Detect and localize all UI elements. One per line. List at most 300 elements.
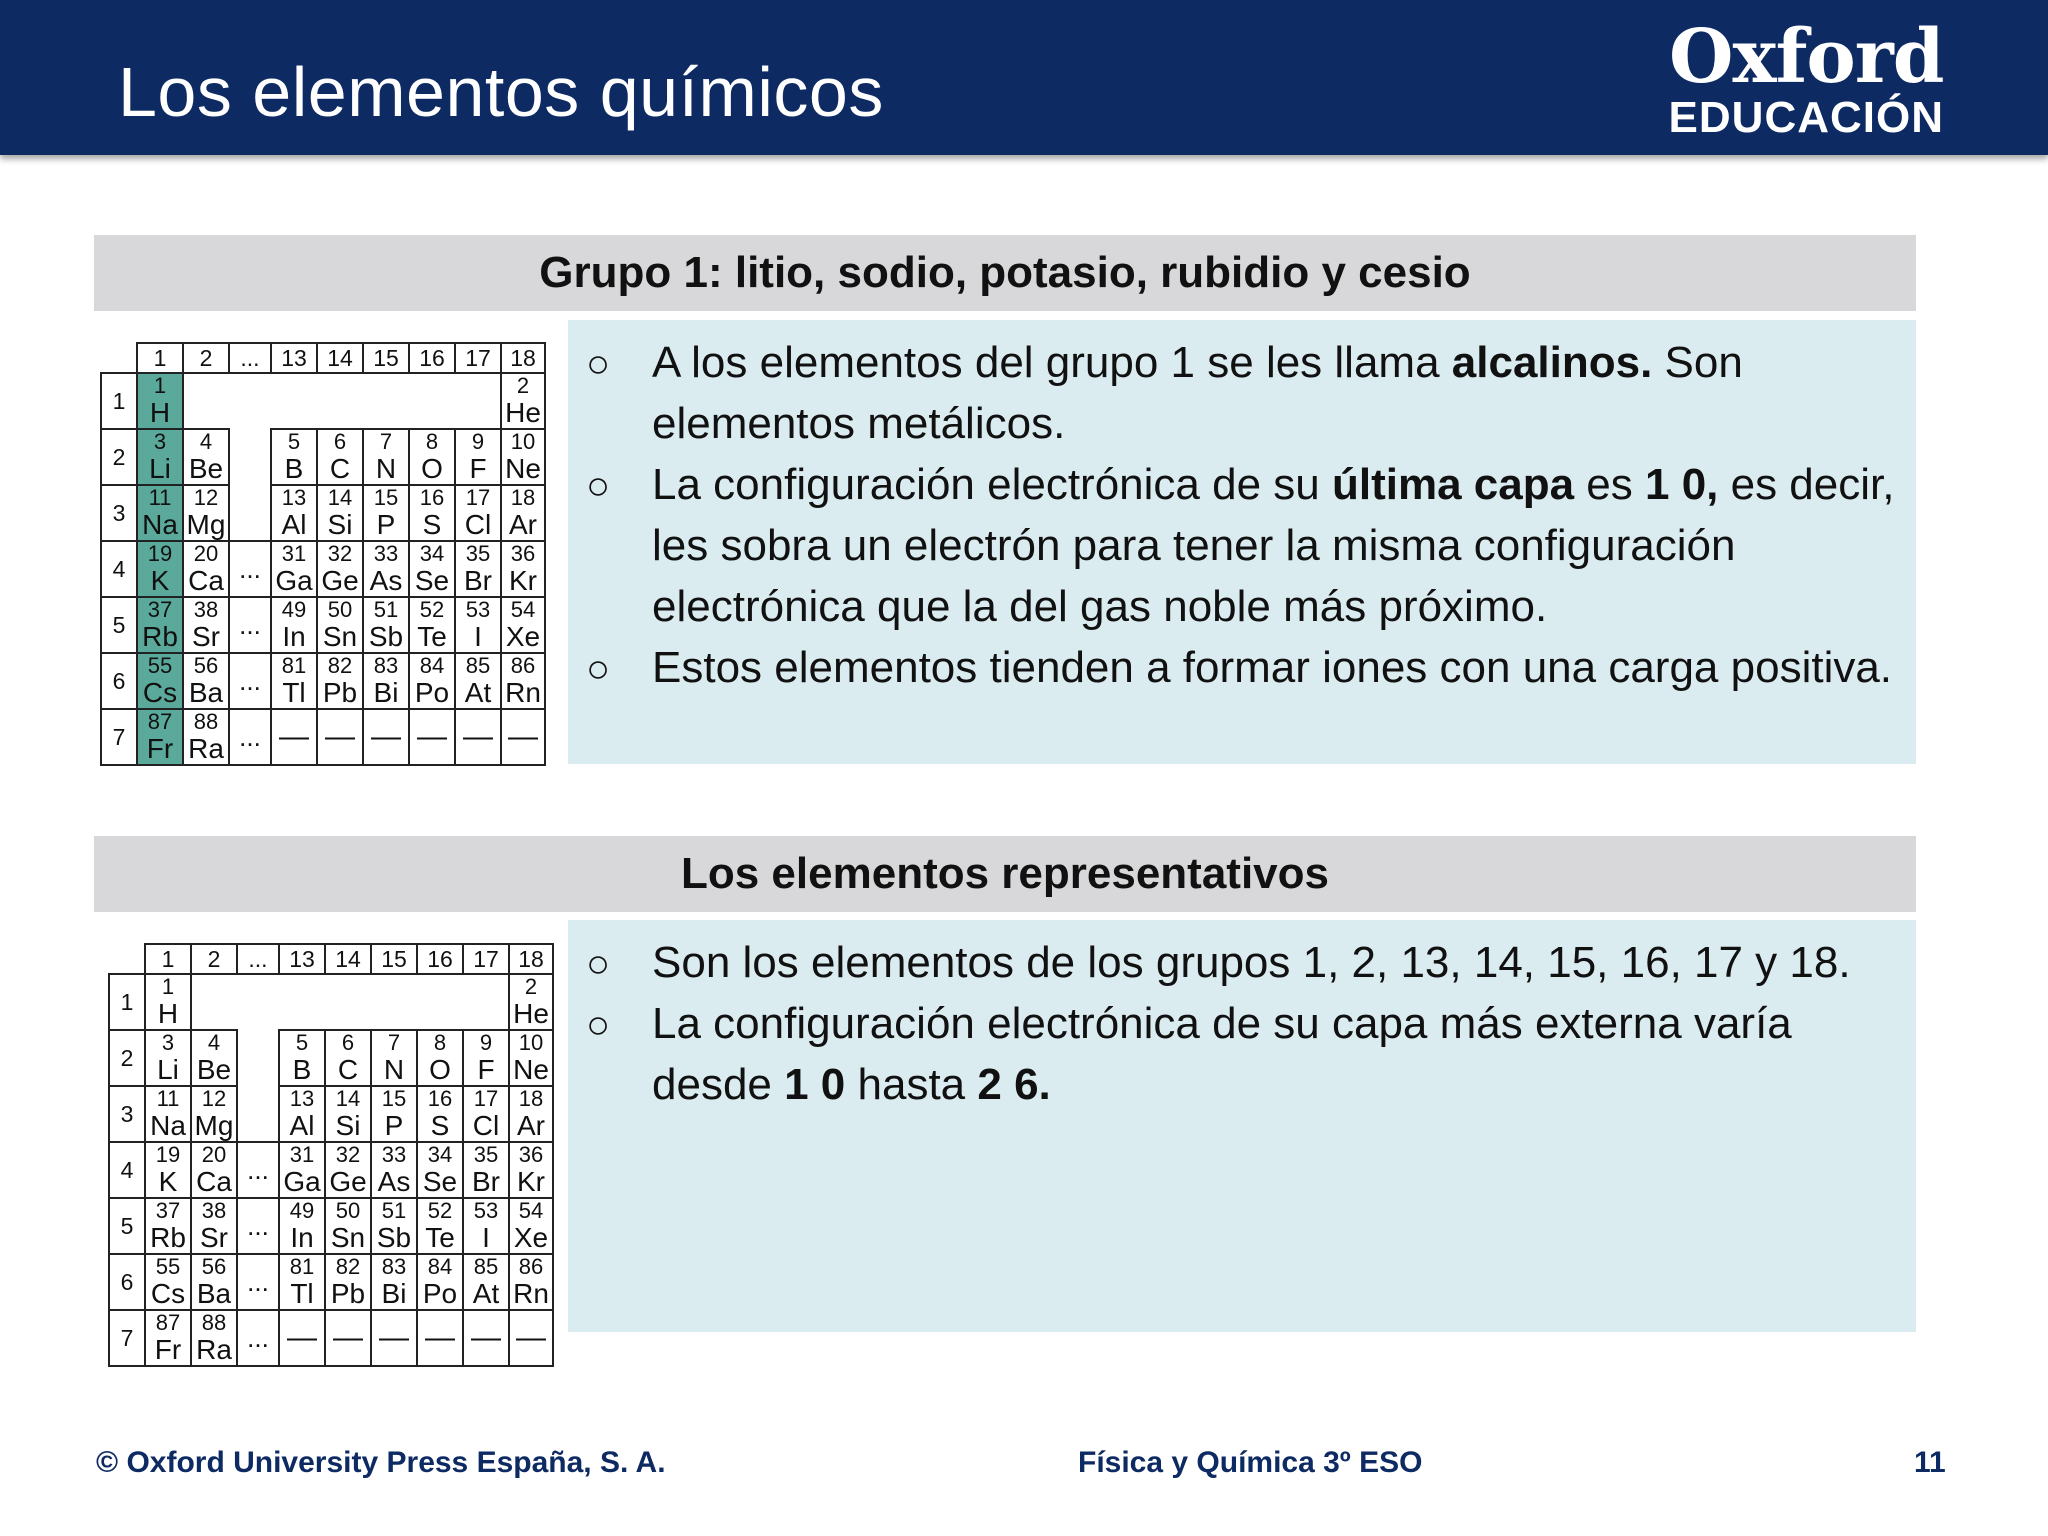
bullet-text: La configuración electrónica de su	[652, 460, 1332, 509]
element-cell	[271, 597, 317, 653]
undiscovered-cell: —	[363, 709, 409, 765]
atomic-number: 81	[281, 653, 307, 678]
element-cell	[137, 597, 183, 653]
element-symbol: He	[505, 397, 541, 428]
element-symbol: Cl	[472, 1110, 500, 1141]
element-symbol: Sb	[376, 1222, 412, 1253]
footer-page-number: 11	[1914, 1446, 1946, 1479]
element-symbol: Li	[149, 453, 171, 484]
atomic-number: 11	[148, 485, 172, 510]
element-symbol: Be	[188, 453, 224, 484]
group-header: 15	[371, 944, 417, 974]
ellipsis-cell: ...	[237, 1310, 279, 1366]
atomic-number: 35	[473, 1142, 499, 1167]
atomic-number: 87	[147, 709, 173, 734]
element-cell	[501, 653, 545, 709]
logo-wordmark: Oxford	[1669, 14, 1944, 100]
element-symbol: S	[430, 1110, 450, 1141]
element-cell	[137, 429, 183, 485]
group-header: 13	[279, 944, 325, 974]
element-cell	[455, 541, 501, 597]
atomic-number: 12	[193, 485, 219, 510]
element-cell	[145, 1142, 191, 1198]
group-header: 14	[325, 944, 371, 974]
atomic-number: 83	[373, 653, 399, 678]
undiscovered-cell: —	[463, 1310, 509, 1366]
bullet-item	[568, 993, 1916, 1115]
element-cell	[191, 1086, 237, 1142]
element-symbol: Cs	[150, 1278, 186, 1309]
element-cell	[409, 541, 455, 597]
group-header: 17	[463, 944, 509, 974]
element-symbol: Ge	[321, 565, 359, 596]
bullet-text: Son elementos metálicos.	[652, 338, 1743, 448]
atomic-number: 10	[518, 1030, 544, 1055]
atomic-number: 19	[147, 541, 173, 566]
element-symbol: C	[337, 1054, 359, 1085]
element-cell	[145, 974, 191, 1030]
group-header: 2	[183, 343, 229, 373]
atomic-number: 52	[419, 597, 445, 622]
element-cell	[145, 1030, 191, 1086]
ellipsis-cell: ...	[229, 541, 271, 597]
empty-gap	[183, 373, 501, 429]
element-symbol: Si	[327, 509, 353, 540]
bullet-marker: ○	[586, 342, 611, 386]
atomic-number: 33	[381, 1142, 407, 1167]
atomic-number: 11	[156, 1086, 180, 1111]
empty-gap	[229, 429, 271, 485]
periodic-table-grid	[108, 943, 554, 1367]
element-symbol: Rn	[505, 677, 541, 708]
atomic-number: 19	[155, 1142, 181, 1167]
element-cell	[417, 1142, 463, 1198]
atomic-number: 6	[333, 429, 347, 454]
element-symbol: F	[469, 453, 487, 484]
atomic-number: 55	[147, 653, 173, 678]
element-cell	[509, 1086, 553, 1142]
oxford-logo	[1668, 14, 1944, 142]
element-cell	[501, 485, 545, 541]
element-cell	[463, 1142, 509, 1198]
bullet-list-group1	[568, 332, 1916, 698]
element-cell	[183, 653, 229, 709]
atomic-number: 1	[153, 373, 167, 398]
element-cell	[501, 597, 545, 653]
element-cell	[279, 1254, 325, 1310]
period-label: 1	[109, 974, 145, 1030]
period-label: 6	[101, 653, 137, 709]
ellipsis-cell: ...	[229, 597, 271, 653]
atomic-number: 9	[479, 1030, 493, 1055]
period-label: 5	[109, 1198, 145, 1254]
atomic-number: 53	[465, 597, 491, 622]
logo-subtitle: EDUCACIÓN	[1668, 93, 1944, 142]
element-symbol: At	[472, 1278, 500, 1309]
period-label: 3	[109, 1086, 145, 1142]
group-header: 1	[145, 944, 191, 974]
atomic-number: 35	[465, 541, 491, 566]
element-symbol: Ar	[517, 1110, 545, 1141]
info-box-representative	[568, 920, 1916, 1332]
element-symbol: As	[369, 565, 403, 596]
element-symbol: Cs	[142, 677, 178, 708]
atomic-number: 88	[201, 1310, 227, 1335]
element-cell	[463, 1086, 509, 1142]
element-symbol: Te	[417, 621, 447, 652]
bullet-marker: ○	[586, 942, 611, 986]
element-cell	[509, 1254, 553, 1310]
atomic-number: 84	[419, 653, 445, 678]
element-symbol: Sb	[368, 621, 404, 652]
atomic-number: 13	[289, 1086, 315, 1111]
atomic-number: 2	[524, 974, 538, 999]
element-cell	[279, 1198, 325, 1254]
element-symbol: Pb	[322, 677, 358, 708]
element-cell	[417, 1086, 463, 1142]
bullet-marker: ○	[586, 647, 611, 691]
atomic-number: 15	[373, 485, 399, 510]
atomic-number: 6	[341, 1030, 355, 1055]
atomic-number: 8	[425, 429, 439, 454]
atomic-number: 82	[327, 653, 353, 678]
element-symbol: Rb	[150, 1222, 186, 1253]
ellipsis-cell: ...	[237, 1254, 279, 1310]
element-cell	[191, 1030, 237, 1086]
bullet-marker: ○	[586, 1003, 611, 1047]
atomic-number: 7	[387, 1030, 401, 1055]
element-cell	[183, 429, 229, 485]
bullet-list-representative	[568, 932, 1916, 1115]
element-symbol: Ra	[188, 733, 224, 764]
element-symbol: Fr	[154, 1334, 182, 1365]
period-label: 6	[109, 1254, 145, 1310]
atomic-number: 7	[379, 429, 393, 454]
bullet-item	[568, 454, 1916, 637]
corner-blank	[109, 944, 145, 974]
period-label: 7	[109, 1310, 145, 1366]
bullet-item	[568, 932, 1916, 993]
element-cell	[191, 1142, 237, 1198]
element-cell	[271, 429, 317, 485]
atomic-number: 86	[518, 1254, 544, 1279]
element-symbol: As	[377, 1166, 411, 1197]
undiscovered-cell: —	[501, 709, 545, 765]
element-symbol: C	[329, 453, 351, 484]
element-cell	[317, 597, 363, 653]
element-cell	[501, 373, 545, 429]
element-cell	[137, 709, 183, 765]
element-cell	[325, 1086, 371, 1142]
atomic-number: 16	[427, 1086, 453, 1111]
element-symbol: Kr	[517, 1166, 545, 1197]
element-symbol: Ba	[196, 1278, 232, 1309]
element-cell	[363, 653, 409, 709]
atomic-number: 34	[427, 1142, 453, 1167]
atomic-number: 3	[153, 429, 167, 454]
period-label: 5	[101, 597, 137, 653]
element-cell	[191, 1198, 237, 1254]
atomic-number: 18	[518, 1086, 544, 1111]
element-cell	[279, 1086, 325, 1142]
bullet-emphasis: alcalinos.	[1451, 338, 1653, 387]
element-symbol: Se	[414, 565, 450, 596]
element-symbol: Sn	[322, 621, 358, 652]
atomic-number: 16	[419, 485, 445, 510]
group-header: ...	[229, 343, 271, 373]
period-label: 1	[101, 373, 137, 429]
group-header: 18	[509, 944, 553, 974]
atomic-number: 2	[516, 373, 530, 398]
atomic-number: 12	[201, 1086, 227, 1111]
atomic-number: 38	[193, 597, 219, 622]
atomic-number: 8	[433, 1030, 447, 1055]
element-symbol: Tl	[282, 677, 306, 708]
element-symbol: Xe	[513, 1222, 549, 1253]
bullet-item	[568, 637, 1916, 698]
period-label: 7	[101, 709, 137, 765]
atomic-number: 81	[289, 1254, 315, 1279]
empty-gap	[229, 485, 271, 541]
element-symbol: N	[383, 1054, 405, 1085]
section-heading-group1: Grupo 1: litio, sodio, potasio, rubidio y cesio	[94, 235, 1916, 311]
atomic-number: 54	[518, 1198, 544, 1223]
group-header: 18	[501, 343, 545, 373]
element-symbol: Al	[281, 509, 307, 540]
footer-course: Física y Química 3º ESO	[1078, 1446, 1423, 1479]
element-symbol: Ca	[196, 1166, 232, 1197]
atomic-number: 32	[327, 541, 353, 566]
element-symbol: Po	[414, 677, 450, 708]
element-symbol: Ca	[188, 565, 224, 596]
atomic-number: 17	[473, 1086, 499, 1111]
bullet-text: es decir, les sobra un electrón para tener la misma configuración electrónica que la del gas noble más próximo.	[652, 460, 1895, 631]
ellipsis-cell: ...	[237, 1198, 279, 1254]
atomic-number: 18	[510, 485, 536, 510]
element-symbol: Ga	[283, 1166, 321, 1197]
atomic-number: 50	[335, 1198, 361, 1223]
element-symbol: Ge	[329, 1166, 367, 1197]
atomic-number: 14	[327, 485, 353, 510]
element-symbol: B	[292, 1054, 312, 1085]
atomic-number: 82	[335, 1254, 361, 1279]
element-symbol: Si	[335, 1110, 361, 1141]
element-symbol: F	[477, 1054, 495, 1085]
element-symbol: Tl	[290, 1278, 314, 1309]
period-label: 4	[109, 1142, 145, 1198]
element-cell	[509, 1142, 553, 1198]
element-cell	[271, 485, 317, 541]
element-symbol: Bi	[381, 1278, 407, 1309]
element-cell	[137, 373, 183, 429]
ellipsis-cell: ...	[237, 1142, 279, 1198]
period-label: 2	[101, 429, 137, 485]
group-header: ...	[237, 944, 279, 974]
element-cell	[455, 597, 501, 653]
atomic-number: 17	[465, 485, 491, 510]
element-symbol: B	[284, 453, 304, 484]
atomic-number: 85	[473, 1254, 499, 1279]
element-cell	[317, 541, 363, 597]
element-symbol: Po	[422, 1278, 458, 1309]
element-cell	[463, 1030, 509, 1086]
element-symbol: H	[149, 397, 171, 428]
element-symbol: S	[422, 509, 442, 540]
info-box-group1	[568, 320, 1916, 764]
element-symbol: Sr	[200, 1222, 228, 1253]
atomic-number: 49	[281, 597, 307, 622]
element-symbol: P	[376, 509, 396, 540]
atomic-number: 51	[373, 597, 399, 622]
atomic-number: 15	[381, 1086, 407, 1111]
element-symbol: Sn	[330, 1222, 366, 1253]
element-symbol: Ga	[275, 565, 313, 596]
element-cell	[509, 1030, 553, 1086]
bullet-text: hasta	[845, 1060, 978, 1109]
atomic-number: 56	[201, 1254, 227, 1279]
element-cell	[509, 1198, 553, 1254]
element-cell	[137, 653, 183, 709]
atomic-number: 52	[427, 1198, 453, 1223]
bullet-text: es	[1574, 460, 1645, 509]
page-title: Los elementos químicos	[118, 53, 884, 131]
atomic-number: 10	[510, 429, 536, 454]
element-cell	[325, 1198, 371, 1254]
atomic-number: 83	[381, 1254, 407, 1279]
element-symbol: In	[282, 621, 306, 652]
element-symbol: Bi	[373, 677, 399, 708]
element-symbol: Be	[196, 1054, 232, 1085]
undiscovered-cell: —	[279, 1310, 325, 1366]
element-symbol: I	[474, 621, 482, 652]
element-symbol: Br	[464, 565, 492, 596]
element-cell	[363, 597, 409, 653]
atomic-number: 37	[147, 597, 173, 622]
element-symbol: Br	[472, 1166, 500, 1197]
group-header: 14	[317, 343, 363, 373]
atomic-number: 31	[281, 541, 307, 566]
element-symbol: Al	[289, 1110, 315, 1141]
ellipsis-cell: ...	[229, 709, 271, 765]
element-cell	[363, 429, 409, 485]
atomic-number: 54	[510, 597, 536, 622]
element-cell	[317, 429, 363, 485]
atomic-number: 51	[381, 1198, 407, 1223]
element-cell	[183, 597, 229, 653]
atomic-number: 33	[373, 541, 399, 566]
bullet-text: A los elementos del grupo 1 se les llama	[652, 338, 1452, 387]
element-cell	[363, 541, 409, 597]
corner-blank	[101, 343, 137, 373]
element-symbol: Te	[425, 1222, 455, 1253]
atomic-number: 4	[207, 1030, 221, 1055]
element-cell	[271, 653, 317, 709]
element-cell	[279, 1030, 325, 1086]
atomic-number: 13	[281, 485, 307, 510]
undiscovered-cell: —	[509, 1310, 553, 1366]
period-label: 2	[109, 1030, 145, 1086]
atomic-number: 20	[193, 541, 219, 566]
undiscovered-cell: —	[455, 709, 501, 765]
element-cell	[279, 1142, 325, 1198]
atomic-number: 38	[201, 1198, 227, 1223]
element-symbol: Rn	[513, 1278, 549, 1309]
element-symbol: Se	[422, 1166, 458, 1197]
element-symbol: Fr	[146, 733, 174, 764]
element-symbol: P	[384, 1110, 404, 1141]
atomic-number: 34	[419, 541, 445, 566]
group-header: 1	[137, 343, 183, 373]
element-symbol: Xe	[505, 621, 541, 652]
atomic-number: 37	[155, 1198, 181, 1223]
group-header: 15	[363, 343, 409, 373]
element-cell	[325, 1142, 371, 1198]
group-header: 13	[271, 343, 317, 373]
bullet-item	[568, 332, 1916, 454]
element-cell	[455, 429, 501, 485]
element-symbol: In	[290, 1222, 314, 1253]
periodic-table-grid	[100, 342, 546, 766]
bullet-emphasis: 1 0	[784, 1060, 846, 1109]
element-symbol: K	[158, 1166, 178, 1197]
atomic-number: 31	[289, 1142, 315, 1167]
element-symbol: Ra	[196, 1334, 232, 1365]
atomic-number: 55	[155, 1254, 181, 1279]
element-symbol: K	[150, 565, 170, 596]
atomic-number: 49	[289, 1198, 315, 1223]
element-cell	[371, 1142, 417, 1198]
element-symbol: O	[429, 1054, 451, 1085]
header-banner	[0, 0, 2048, 155]
element-cell	[371, 1030, 417, 1086]
element-symbol: Na	[142, 509, 178, 540]
element-symbol: N	[375, 453, 397, 484]
atomic-number: 86	[510, 653, 536, 678]
element-cell	[371, 1086, 417, 1142]
element-cell	[145, 1254, 191, 1310]
element-cell	[137, 541, 183, 597]
undiscovered-cell: —	[371, 1310, 417, 1366]
element-cell	[409, 429, 455, 485]
bullet-marker: ○	[586, 464, 611, 508]
element-cell	[417, 1030, 463, 1086]
atomic-number: 36	[510, 541, 536, 566]
element-cell	[183, 485, 229, 541]
undiscovered-cell: —	[417, 1310, 463, 1366]
group-header: 16	[417, 944, 463, 974]
element-symbol: O	[421, 453, 443, 484]
atomic-number: 88	[193, 709, 219, 734]
atomic-number: 20	[201, 1142, 227, 1167]
element-cell	[409, 597, 455, 653]
atomic-number: 14	[335, 1086, 361, 1111]
element-cell	[317, 653, 363, 709]
ellipsis-cell: ...	[229, 653, 271, 709]
element-symbol: Cl	[464, 509, 492, 540]
atomic-number: 5	[287, 429, 301, 454]
element-cell	[325, 1254, 371, 1310]
element-symbol: Ba	[188, 677, 224, 708]
element-symbol: Rb	[142, 621, 178, 652]
atomic-number: 87	[155, 1310, 181, 1335]
atomic-number: 56	[193, 653, 219, 678]
element-symbol: Pb	[330, 1278, 366, 1309]
element-cell	[137, 485, 183, 541]
element-symbol: Sr	[192, 621, 220, 652]
bullet-text: La configuración electrónica de su capa más externa varía desde	[652, 999, 1792, 1109]
element-cell	[417, 1198, 463, 1254]
element-cell	[183, 709, 229, 765]
